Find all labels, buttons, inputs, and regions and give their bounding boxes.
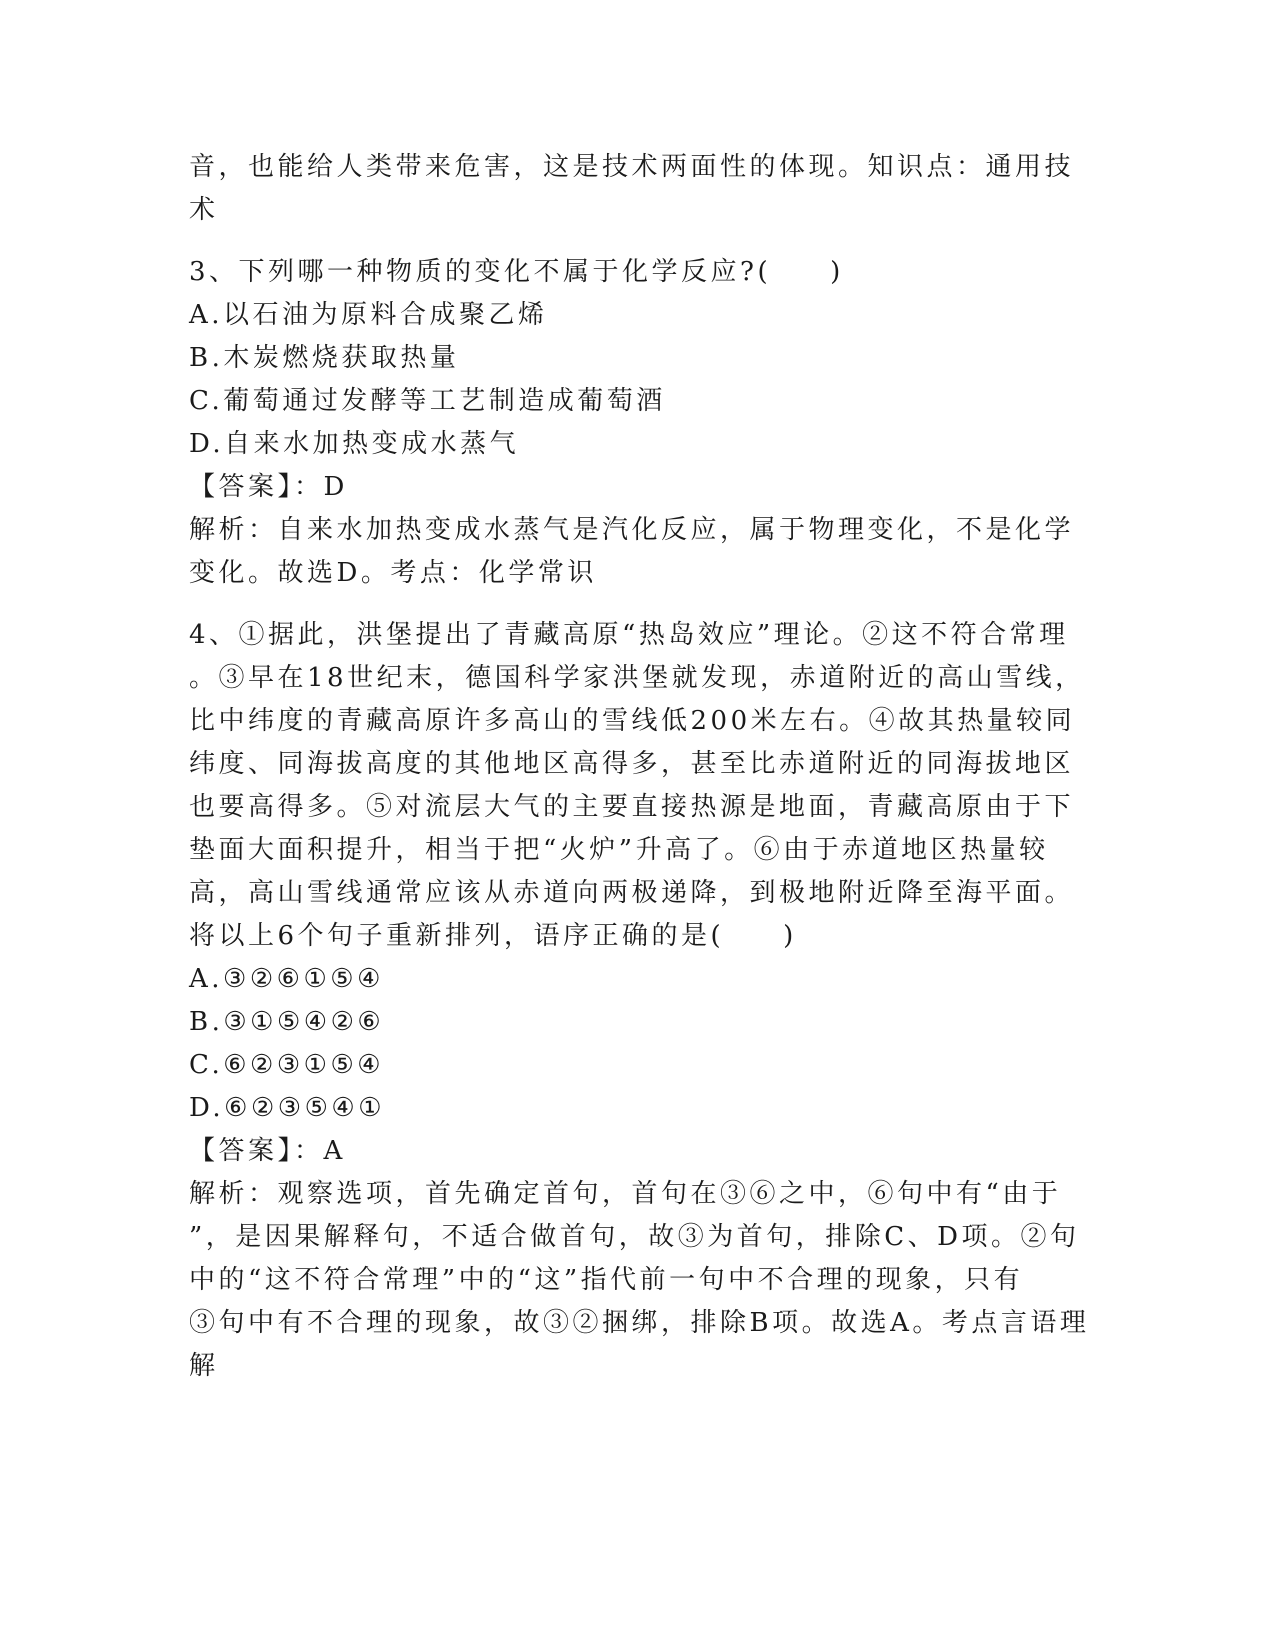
text-line: 术 [189,195,219,225]
question-3 [189,251,1089,595]
question-4-stem-line: 。③早在18世纪末，德国科学家洪堡就发现，赤道附近的高山雪线， [189,663,1085,693]
question-4-stem-line: 也要高得多。⑤对流层大气的主要直接热源是地面，青藏高原由于下 [189,792,1075,822]
question-4-stem-line: 垫面大面积提升，相当于把“火炉”升高了。⑥由于赤道地区热量较 [189,835,1049,865]
option-b: B.③①⑤④②⑥ [189,1007,385,1037]
analysis-line: 解析：观察选项，首先确定首句，首句在③⑥之中，⑥句中有“由于 [189,1179,1062,1209]
option-d: D.⑥②③⑤④① [189,1093,386,1123]
analysis-line: 变化。故选D。考点：化学常识 [189,558,597,588]
analysis-line: 解析：自来水加热变成水蒸气是汽化反应，属于物理变化，不是化学 [189,515,1075,545]
question-4 [189,614,1089,1388]
option-a: A.③②⑥①⑤④ [189,964,384,994]
document-body [189,146,1089,1388]
question-4-stem-line: 纬度、同海拔高度的其他地区高得多，甚至比赤道附近的同海拔地区 [189,749,1075,779]
option-d: D.自来水加热变成水蒸气 [189,429,520,459]
question-4-stem-line: 将以上6个句子重新排列，语序正确的是( ) [189,921,797,951]
option-c: C.⑥②③①⑤④ [189,1050,385,1080]
question-4-stem-line: 高，高山雪线通常应该从赤道向两极递降，到极地附近降至海平面。 [189,878,1075,908]
option-c: C.葡萄通过发酵等工艺制造成葡萄酒 [189,386,666,416]
analysis-line: ③句中有不合理的现象，故③②捆绑，排除B项。故选A。考点言语理 [189,1308,1090,1338]
analysis-line: 中的“这不符合常理”中的“这”指代前一句中不合理的现象，只有 [189,1265,1024,1295]
question-3-stem: 3、下列哪一种物质的变化不属于化学反应?( ) [189,257,844,287]
option-b: B.木炭燃烧获取热量 [189,343,460,373]
previous-analysis-fragment [189,146,1089,232]
answer-label: 【答案】：A [189,1136,346,1166]
question-4-stem-line: 比中纬度的青藏高原许多高山的雪线低200米左右。④故其热量较同 [189,706,1076,736]
text-line: 音，也能给人类带来危害，这是技术两面性的体现。知识点：通用技 [189,152,1075,182]
analysis-line: 解 [189,1351,219,1381]
answer-label: 【答案】：D [189,472,348,502]
analysis-line: ”，是因果解释句，不适合做首句，故③为首句，排除C、D项。②句 [189,1222,1080,1252]
option-a: A.以石油为原料合成聚乙烯 [189,300,548,330]
question-4-stem-line: 4、①据此，洪堡提出了青藏高原“热岛效应”理论。②这不符合常理 [189,620,1069,650]
